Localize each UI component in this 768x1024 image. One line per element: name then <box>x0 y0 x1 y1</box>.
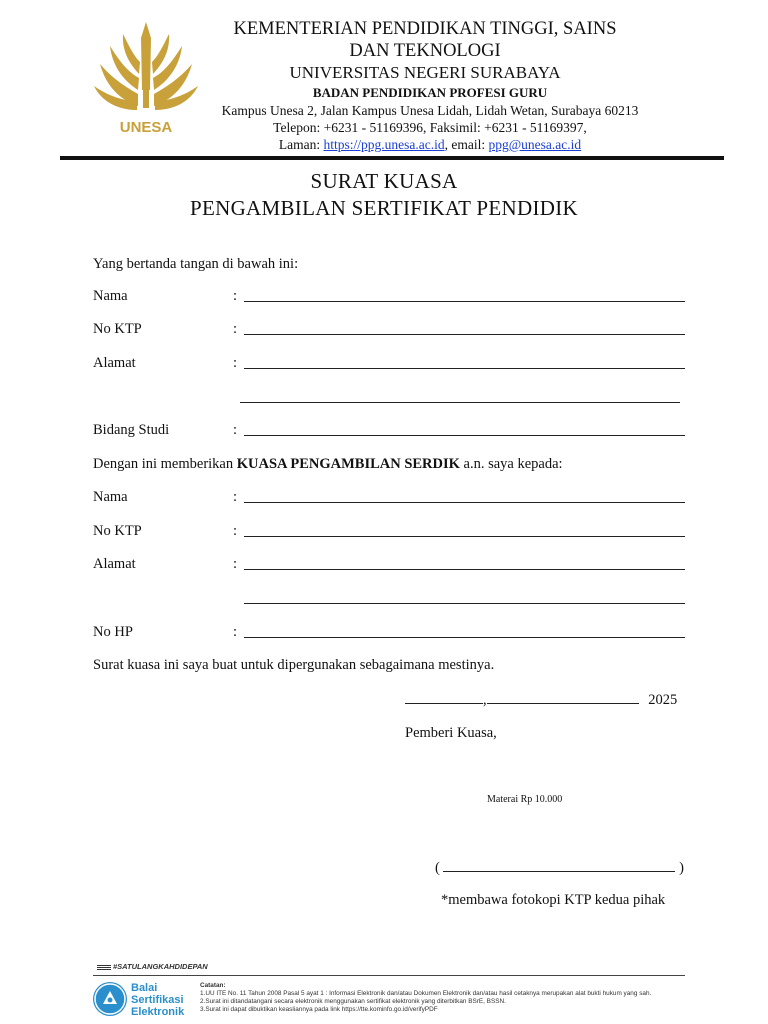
bsre-emblem-icon <box>93 982 127 1016</box>
colon: : <box>233 624 238 640</box>
grantee-address-field[interactable] <box>244 569 685 570</box>
footer-notes <box>200 982 690 1014</box>
bsre-word-3: Elektronik <box>131 1006 185 1018</box>
contact-line <box>200 136 660 153</box>
colon: : <box>233 422 238 438</box>
tagline-mark <box>97 965 111 970</box>
ktp-copy-note: *membawa fotokopi KTP kedua pihak <box>441 892 666 908</box>
authorization-prefix: Dengan ini memberikan <box>93 456 237 472</box>
colon: : <box>233 321 238 337</box>
grantor-name-field[interactable] <box>244 301 685 302</box>
grantee-ktp-label: No KTP <box>93 523 142 539</box>
note-2: 2.Surat ini ditandatangani secara elektronik menggunakan sertifikat elektronik yang diterbitkan BSrE, BSSN. <box>200 998 506 1005</box>
colon: : <box>233 556 238 572</box>
grantor-ktp-row <box>93 320 693 340</box>
grantor-address-field[interactable] <box>244 368 685 369</box>
grantee-name-label: Nama <box>93 489 128 505</box>
bsre-logo <box>93 982 198 1020</box>
colon: : <box>233 489 238 505</box>
grantor-field-of-study-label: Bidang Studi <box>93 422 170 438</box>
phone-fax: Telepon: +6231 - 51169396, Faksimil: +6231 - 51169397, <box>273 120 587 135</box>
grantee-phone-label: No HP <box>93 624 133 640</box>
email-label: , email: <box>444 137 489 152</box>
logo-text: UNESA <box>119 119 173 136</box>
grantee-phone-field[interactable] <box>244 637 685 638</box>
university-name: UNIVERSITAS NEGERI SURABAYA <box>289 63 561 82</box>
grantor-field-of-study-row <box>93 421 693 441</box>
grantor-name-row <box>93 287 693 307</box>
website-link[interactable]: https://ppg.unesa.ac.id <box>323 137 445 152</box>
colon: : <box>233 288 238 304</box>
document-title: SURAT KUASA <box>310 169 458 193</box>
address: Kampus Unesa 2, Jalan Kampus Unesa Lidah, Lidah Wetan, Surabaya 60213 <box>221 103 639 118</box>
grantor-address-label: Alamat <box>93 355 136 371</box>
grantor-ktp-field[interactable] <box>244 334 685 335</box>
footer-tagline: #SATULANGKAHDIDEPAN <box>113 962 208 971</box>
grantee-address-row <box>93 555 693 575</box>
authorization-suffix: a.n. saya kepada: <box>459 456 563 472</box>
ministry-line-1: KEMENTERIAN PENDIDIKAN TINGGI, SAINS <box>233 19 617 39</box>
grantee-address-label: Alamat <box>93 556 136 572</box>
stamp-duty-note: Materai Rp 10.000 <box>487 794 563 805</box>
web-label: Laman: <box>278 137 324 152</box>
grantee-phone-row <box>93 623 693 643</box>
grantor-address-field-2[interactable] <box>240 402 680 403</box>
close-paren: ) <box>679 860 684 876</box>
grantor-ktp-label: No KTP <box>93 321 142 337</box>
grantor-address-row <box>93 354 693 374</box>
signature-name-line <box>435 857 695 877</box>
signature-name-field[interactable] <box>443 857 675 872</box>
authorization-bold: KUASA PENGAMBILAN SERDIK <box>236 456 460 472</box>
email-link[interactable]: ppg@unesa.ac.id <box>488 137 582 152</box>
agency-name: BADAN PENDIDIKAN PROFESI GURU <box>312 85 548 100</box>
letterhead-divider <box>60 156 724 160</box>
grantee-ktp-row <box>93 522 693 542</box>
place-date-line <box>405 689 695 709</box>
note-3: 3.Surat ini dapat dibuktikan keasliannya pada link https://tte.kominfo.go.id/verifyPDF <box>200 1006 438 1013</box>
grantor-signature-label: Pemberi Kuasa, <box>405 725 497 741</box>
unesa-logo <box>90 20 202 138</box>
bsre-word-2: Sertifikasi <box>131 994 184 1006</box>
grantee-name-row <box>93 488 693 508</box>
place-field[interactable] <box>405 689 483 704</box>
place-date-comma: , <box>483 692 487 708</box>
colon: : <box>233 523 238 539</box>
document-subtitle: PENGAMBILAN SERTIFIKAT PENDIDIK <box>190 196 578 220</box>
notes-title: Catatan: <box>200 982 226 989</box>
note-1: 1.UU ITE No. 11 Tahun 2008 Pasal 5 ayat 1 : Informasi Elektronik dan/atau Dokumen Elektronik dan/atau hasil cetaknya merupakan alat bukti hukum yang sah. <box>200 990 652 997</box>
open-paren: ( <box>435 860 440 876</box>
grantee-name-field[interactable] <box>244 502 685 503</box>
grantee-ktp-field[interactable] <box>244 536 685 537</box>
closing-statement: Surat kuasa ini saya buat untuk dipergunakan sebagaimana mestinya. <box>93 657 495 673</box>
grantor-field-of-study-field[interactable] <box>244 435 685 436</box>
grantor-name-label: Nama <box>93 288 128 304</box>
grantee-address-field-2[interactable] <box>244 603 685 604</box>
grantor-intro: Yang bertanda tangan di bawah ini: <box>93 256 299 272</box>
ministry-line-2: DAN TEKNOLOGI <box>349 41 501 61</box>
footer-divider <box>93 975 685 976</box>
authorization-statement <box>93 455 563 473</box>
year-text: 2025 <box>648 692 678 708</box>
bsre-word-1: Balai <box>131 982 158 994</box>
colon: : <box>233 355 238 371</box>
date-field[interactable] <box>487 689 639 704</box>
